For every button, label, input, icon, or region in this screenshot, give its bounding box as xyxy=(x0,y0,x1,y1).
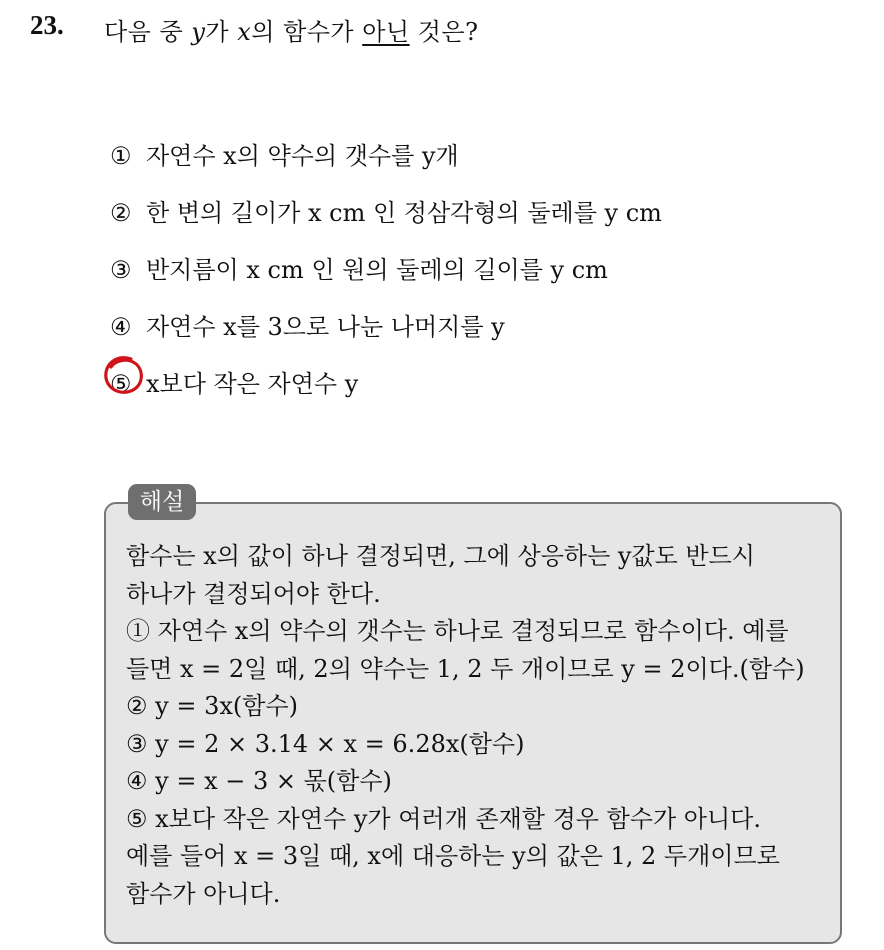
explanation-line: ① 자연수 x의 약수의 갯수는 하나로 결정되므로 함수이다. 예를 xyxy=(126,617,789,645)
explanation-line: 함수가 아니다. xyxy=(126,879,281,908)
explanation-line: ③ y = 2 × 3.14 × x = 6.28x(함수) xyxy=(126,729,525,758)
explanation-line: 들면 x = 2일 때, 2의 약수는 1, 2 두 개이므로 y = 2이다.(함수) xyxy=(126,654,805,683)
choice-5[interactable] xyxy=(110,368,662,425)
choice-list xyxy=(110,140,662,425)
question-prefix: 다음 중 xyxy=(104,18,192,46)
choice-4[interactable] xyxy=(110,311,662,368)
choice-4-text: 자연수 x를 3으로 나눈 나머지를 y xyxy=(146,313,505,341)
question-text xyxy=(104,12,479,47)
choice-1[interactable] xyxy=(110,140,662,197)
question-var-y: y xyxy=(191,18,206,46)
answer-circle-mark-icon xyxy=(101,353,145,397)
explanation-line: 예를 들어 x = 3일 때, x에 대응하는 y의 값은 1, 2 두개이므로 xyxy=(126,842,780,870)
explanation-line: 하나가 결정되어야 한다. xyxy=(126,579,381,608)
question-underlined-word: 아닌 xyxy=(362,18,410,46)
choice-4-number: ④ xyxy=(110,313,132,341)
explanation-line: ② y = 3x(함수) xyxy=(126,692,298,720)
choice-5-text: x보다 작은 자연수 y xyxy=(146,370,359,398)
question-var-x: x xyxy=(237,18,252,46)
choice-2-text: 한 변의 길이가 x cm 인 정삼각형의 둘레를 y cm xyxy=(146,199,662,227)
choice-5-number: ⑤ xyxy=(110,370,132,398)
explanation-tag: 해설 xyxy=(128,484,196,520)
explanation-line: ⑤ x보다 작은 자연수 y가 여러개 존재할 경우 함수가 아니다. xyxy=(126,804,761,833)
choice-2[interactable] xyxy=(110,197,662,254)
choice-2-number: ② xyxy=(110,199,132,227)
choice-1-number: ① xyxy=(110,142,132,170)
choice-3-text: 반지름이 x cm 인 원의 둘레의 길이를 y cm xyxy=(146,256,608,284)
explanation-line: ④ y = x − 3 × 몫(함수) xyxy=(126,767,392,795)
question-suffix: 것은? xyxy=(409,18,479,46)
explanation-body xyxy=(126,538,826,913)
question-mid1: 가 xyxy=(205,18,238,46)
question-mid2: 의 함수가 xyxy=(251,18,363,46)
choice-3-number: ③ xyxy=(110,256,132,284)
choice-3[interactable] xyxy=(110,254,662,311)
explanation-line: 함수는 x의 값이 하나 결정되면, 그에 상응하는 y값도 반드시 xyxy=(126,542,755,570)
choice-1-text: 자연수 x의 약수의 갯수를 y개 xyxy=(146,142,459,170)
question-number: 23. xyxy=(30,10,64,40)
